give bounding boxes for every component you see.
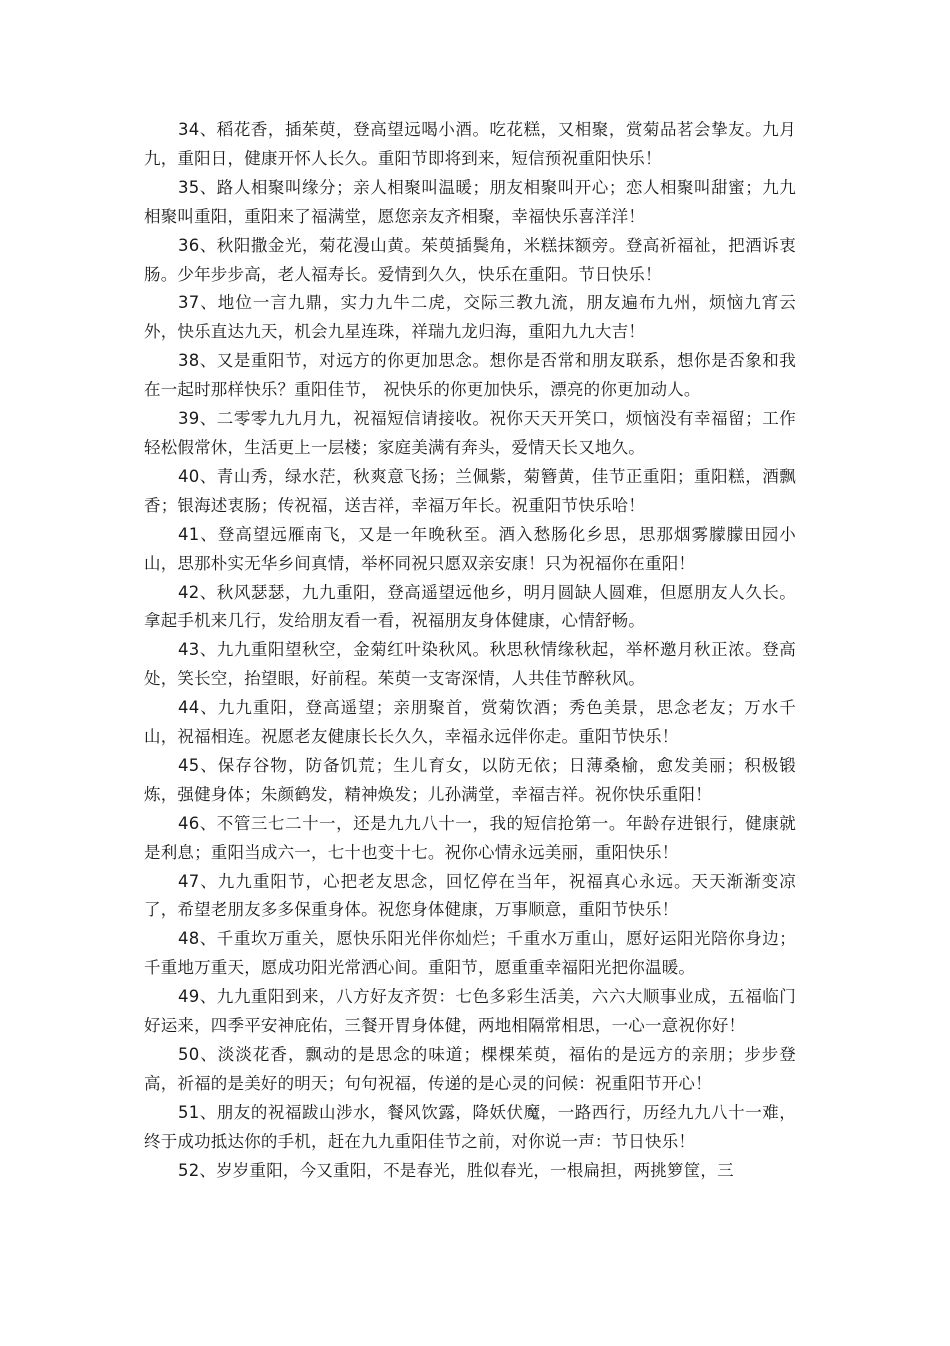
blessing-entry-40: 40、青山秀，绿水茫，秋爽意飞扬；兰佩紫，菊簪黄，佳节正重阳；重阳糕，酒飘香；银海述衷肠；传祝福，送吉祥，幸福万年长。祝重阳节快乐哈！ <box>144 466 796 515</box>
blessing-entry-39: 39、二零零九九月九，祝福短信请接收。祝你天天开笑口，烦恼没有幸福留；工作轻松假常休，生活更上一层楼；家庭美满有奔头，爱情天长又地久。 <box>144 409 796 457</box>
blessing-entry-52: 52、岁岁重阳，今又重阳，不是春光，胜似春光，一根扁担，两挑箩筐，三 <box>178 1160 734 1180</box>
blessing-entry-36: 36、秋阳撒金光，菊花漫山黄。茱萸插鬓角，米糕抹额旁。登高祈福祉，把酒诉衷肠。少年步步高，老人福寿长。爱情到久久，快乐在重阳。节日快乐！ <box>144 235 796 284</box>
blessing-entry-37: 37、地位一言九鼎，实力九牛二虎，交际三教九流，朋友遍布九州，烦恼九宵云外，快乐直达九天，机会九星连珠，祥瑞九龙归海，重阳九九大吉！ <box>144 293 796 342</box>
blessing-entry-48: 48、千重坎万重关，愿快乐阳光伴你灿烂；千重水万重山，愿好运阳光陪你身边；千重地万重天，愿成功阳光常洒心间。重阳节，愿重重幸福阳光把你温暖。 <box>144 929 796 978</box>
blessing-entry-38: 38、又是重阳节，对远方的你更加思念。想你是否常和朋友联系，想你是否象和我在一起时那样快乐？重阳佳节， 祝快乐的你更加快乐，漂亮的你更加动人。 <box>144 351 796 400</box>
blessing-entry-43: 43、九九重阳望秋空，金菊红叶染秋风。秋思秋情缘秋起，举杯邀月秋正浓。登高处，笑长空，抬望眼，好前程。茱萸一支寄深情，人共佳节醉秋风。 <box>144 640 796 689</box>
blessing-entry-45: 45、保存谷物，防备饥荒；生儿育女，以防无依；日薄桑榆，愈发美丽；积极锻炼，强健身体；朱颜鹤发，精神焕发；儿孙满堂，幸福吉祥。祝你快乐重阳！ <box>144 755 796 804</box>
blessing-entry-35: 35、路人相聚叫缘分；亲人相聚叫温暖；朋友相聚叫开心；恋人相聚叫甜蜜；九九相聚叫重阳，重阳来了福满堂，愿您亲友齐相聚，幸福快乐喜洋洋！ <box>144 177 796 226</box>
blessing-entry-46: 46、不管三七二十一，还是九九八十一，我的短信抢第一。年龄存进银行，健康就是利息；重阳当成六一，七十也变十七。祝你心情永远美丽，重阳快乐！ <box>144 813 796 862</box>
blessing-entry-50: 50、淡淡花香，飘动的是思念的味道；棵棵茱萸，福佑的是远方的亲朋；步步登高，祈福的是美好的明天；句句祝福，传递的是心灵的问候：祝重阳节开心！ <box>144 1045 796 1093</box>
blessing-entry-34: 34、稻花香，插茱萸，登高望远喝小酒。吃花糕，又相聚，赏菊品茗会挚友。九月九，重阳日，健康开怀人长久。重阳节即将到来，短信预祝重阳快乐！ <box>144 120 796 168</box>
blessing-entry-49: 49、九九重阳到来，八方好友齐贺：七色多彩生活美，六六大顺事业成，五福临门好运来，四季平安神庇佑，三餐开胃身体健，两地相隔常相思，一心一意祝你好！ <box>144 987 796 1036</box>
blessing-entry-44: 44、九九重阳，登高遥望；亲朋聚首，赏菊饮酒；秀色美景，思念老友；万水千山，祝福相连。祝愿老友健康长长久久，幸福永远伴你走。重阳节快乐！ <box>144 698 796 747</box>
blessing-entry-47: 47、九九重阳节，心把老友思念，回忆停在当年，祝福真心永远。天天渐渐变凉了，希望老朋友多多保重身体。祝您身体健康，万事顺意，重阳节快乐！ <box>144 871 796 920</box>
document-body <box>144 116 796 1186</box>
blessing-entry-41: 41、登高望远雁南飞，又是一年晚秋至。酒入愁肠化乡思，思那烟雾朦朦田园小山，思那朴实无华乡间真情，举杯同祝只愿双亲安康！只为祝福你在重阳！ <box>144 524 796 573</box>
blessing-entry-42: 42、秋风瑟瑟，九九重阳，登高遥望远他乡，明月圆缺人圆难，但愿朋友人久长。拿起手机来几行，发给朋友看一看，祝福朋友身体健康，心情舒畅。 <box>144 582 796 631</box>
blessing-entry-51: 51、朋友的祝福跋山涉水，餐风饮露，降妖伏魔，一路西行，历经九九八十一难，终于成功抵达你的手机，赶在九九重阳佳节之前，对你说一声：节日快乐！ <box>144 1102 796 1151</box>
